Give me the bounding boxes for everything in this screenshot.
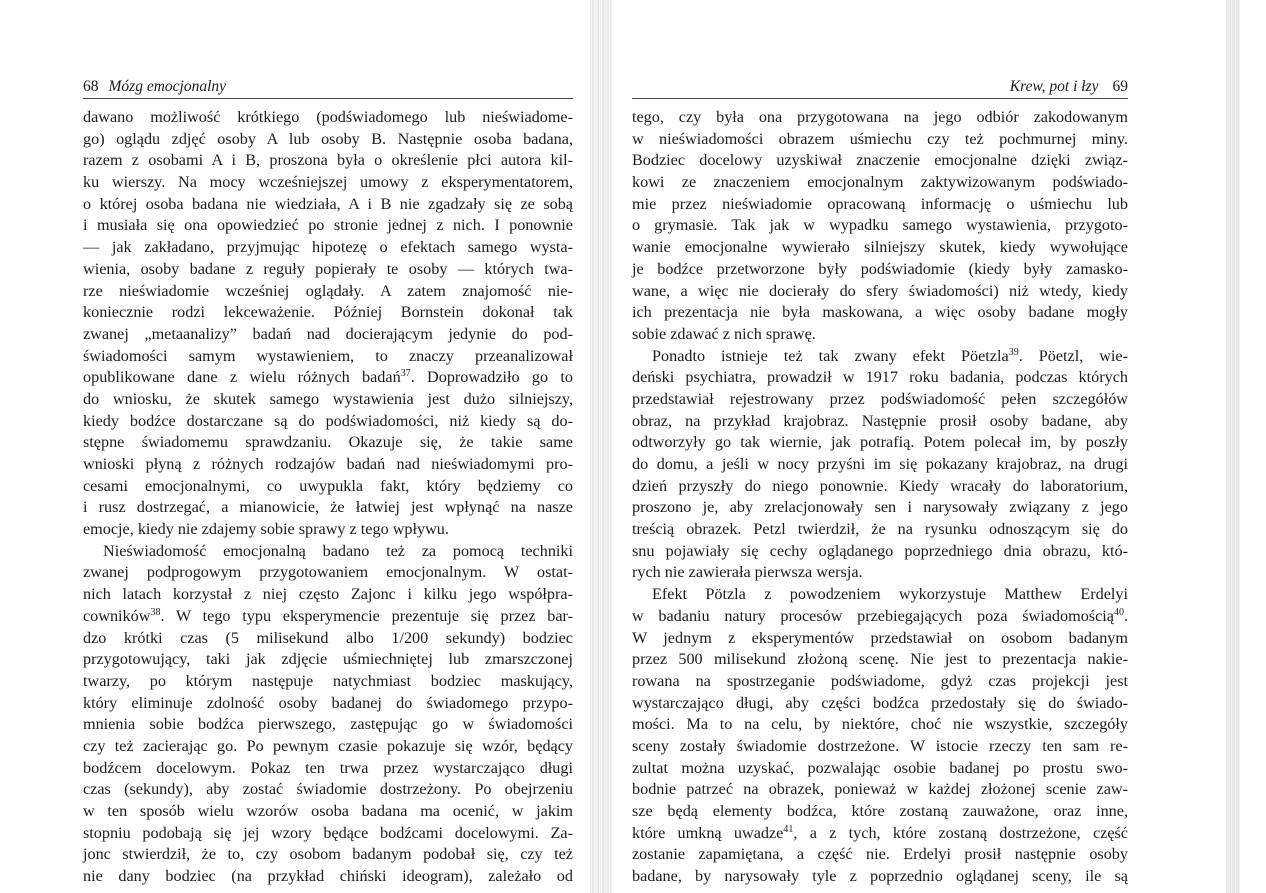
text-line bbox=[632, 866, 1128, 888]
footnote-ref: 37 bbox=[400, 368, 411, 380]
text-line bbox=[83, 215, 573, 237]
line-text: badane, by narysowały tyle z poprzednio oglądanej sceny, ile są bbox=[632, 867, 1128, 886]
line-text: Bodziec docelowy uzyskiwał znaczenie emocjonalne dzięki związ- bbox=[632, 151, 1128, 170]
page-body bbox=[83, 107, 573, 888]
line-text: nich latach korzystał z niej często Zajonc i kilku jego współpra- bbox=[83, 585, 573, 604]
line-text: o której osoba badana nie wiedziała, A i B nie zgadzały się ze sobą bbox=[83, 194, 573, 213]
line-text: bodnie patrzeć na obrazek, ponieważ w każdej złożonej scenie zaw- bbox=[632, 780, 1128, 799]
text-line bbox=[83, 541, 573, 563]
text-line bbox=[632, 606, 1128, 628]
text-line bbox=[83, 324, 573, 346]
text-line bbox=[632, 389, 1128, 411]
text-line bbox=[83, 671, 573, 693]
line-text: zwanej „metaanalizy” badań nad docierającym jedynie do pod- bbox=[83, 324, 573, 343]
line-text: który eliminuje zdolność osoby badanej do świadomego przypo- bbox=[83, 693, 573, 712]
text-line bbox=[632, 476, 1128, 498]
page-edge-shadow bbox=[1226, 0, 1240, 893]
line-text: wane, a więc nie docierały do sfery świadomości) niż wtedy, kiedy bbox=[632, 281, 1128, 300]
text-line bbox=[83, 606, 573, 628]
text-line bbox=[632, 194, 1128, 216]
line-text: przez 500 milisekund złożoną scenę. Nie jest to prezentacja nakie- bbox=[632, 650, 1128, 669]
line-text: mie przez nieświadomie opracowaną informację o uśmiechu lub bbox=[632, 194, 1128, 213]
text-line bbox=[632, 302, 1128, 324]
line-text: emocje, kiedy nie zdajemy sobie sprawy z tego wpływu. bbox=[83, 520, 449, 539]
text-line bbox=[83, 129, 573, 151]
line-text: tego, czy była ona przygotowana na jego odbiór zakodowanym bbox=[632, 108, 1128, 126]
line-text: zostanie zapamiętana, a część nie. Erdelyi prosił następnie osoby bbox=[632, 845, 1128, 864]
text-line bbox=[632, 150, 1128, 172]
line-text: odtworzyły go tak wiernie, jak potrafią. Potem polecał im, by poszły bbox=[632, 433, 1128, 452]
text-line bbox=[83, 562, 573, 584]
text-line bbox=[83, 367, 573, 389]
text-line bbox=[83, 476, 573, 498]
text-line bbox=[83, 823, 573, 845]
text-line bbox=[632, 107, 1128, 129]
line-text: rowana na spostrzeganie podświadome, gdyż czas projekcji jest bbox=[632, 671, 1128, 690]
text-line bbox=[632, 823, 1128, 845]
text-line bbox=[83, 497, 573, 519]
line-text: proszono je, aby zrelacjonowały sen i narysowały związany z jego bbox=[632, 498, 1128, 517]
text-line bbox=[83, 432, 573, 454]
line-text: wnioski płyną z różnych rodzajów badań nad nieświadomymi pro- bbox=[83, 455, 573, 473]
line-text: zwanej podprogowym przygotowaniem emocjonalnym. W ostat- bbox=[83, 563, 573, 582]
line-text: nie dany bodziec (na przykład chiński ideogram), zależało od bbox=[83, 867, 573, 886]
text-line bbox=[632, 628, 1128, 650]
running-header-right bbox=[632, 78, 1128, 99]
text-line bbox=[632, 758, 1128, 780]
text-line bbox=[632, 584, 1128, 606]
text-line bbox=[632, 411, 1128, 433]
line-text: — jak zakładano, przyjmując hipotezę o efektach samego wysta- bbox=[83, 238, 573, 257]
line-text: dzo krótki czas (5 milisekund albo 1/200 sekundy) bodziec bbox=[83, 628, 573, 647]
text-line bbox=[632, 281, 1128, 303]
line-text: zultat można uzyskać, pozwalając osobie badanej po prostu swo- bbox=[632, 758, 1128, 777]
right-page bbox=[632, 78, 1128, 888]
text-line bbox=[632, 346, 1128, 368]
line-text: do domu, a jeśli w nocy przyśni im się pokazany krajobraz, na drugi bbox=[632, 455, 1128, 473]
text-line bbox=[83, 779, 573, 801]
line-text: czas (sekundy), aby zostać świadomie dostrzeżony. Po obejrzeniu bbox=[83, 780, 573, 799]
text-line bbox=[632, 454, 1128, 476]
text-line bbox=[83, 259, 573, 281]
line-text: Ponadto istnieje też tak zwany efekt Pöetzla bbox=[652, 346, 1009, 365]
line-text: ku wierszy. Na mocy wcześniejszej umowy z eksperymentatorem, bbox=[83, 173, 573, 192]
text-line bbox=[83, 736, 573, 758]
text-line bbox=[632, 237, 1128, 259]
line-text: sobie zdawać z nich sprawę. bbox=[632, 324, 816, 343]
line-text-cont: . W tego typu eksperymencie prezentuje się przez bar- bbox=[160, 606, 573, 625]
line-text: o grymasie. Tak jak w wypadku samego wystawienia, przygoto- bbox=[632, 216, 1128, 235]
line-text: wienia, osoby badane z reguły popierały te osoby — których twa- bbox=[83, 259, 573, 278]
text-line bbox=[83, 866, 573, 888]
line-text: mnienia sobie bodźca pierwszego, zastępując go w świadomości bbox=[83, 715, 573, 734]
text-line bbox=[632, 497, 1128, 519]
page-body bbox=[632, 107, 1128, 888]
text-line bbox=[83, 302, 573, 324]
text-line bbox=[83, 411, 573, 433]
line-text: w ten sposób wielu wzorów osoba badana ma ocenić, w jakim bbox=[83, 802, 573, 820]
line-text-cont: . Doprowadziło go to bbox=[410, 368, 574, 387]
line-text-cont: . Pöetzl, wie- bbox=[1018, 346, 1128, 365]
text-line bbox=[632, 367, 1128, 389]
text-line bbox=[83, 194, 573, 216]
line-text-cont: . bbox=[1123, 606, 1128, 625]
line-text: dawano możliwość krótkiego (podświadomego lub nieświadome- bbox=[83, 108, 573, 126]
line-text: razem z osobami A i B, proszona była o określenie płci autora kil- bbox=[83, 151, 573, 170]
line-text: dzień przyszły do niego ponownie. Kiedy wracały do laboratorium, bbox=[632, 476, 1128, 495]
text-line bbox=[83, 649, 573, 671]
line-text: w nieświadomości obrazem uśmiechu czy też pochmurnej miny. bbox=[632, 129, 1128, 148]
line-text: opublikowane dane z wielu różnych badań bbox=[83, 368, 401, 387]
running-head-title: Krew, pot i łzy bbox=[1009, 78, 1099, 95]
line-text: snu pojawiały się cechy oglądanego poprzedniego dnia obrazu, któ- bbox=[632, 541, 1128, 560]
line-text: ich prezentacja nie była maskowana, a więc osoby badane mogły bbox=[632, 303, 1128, 322]
line-text: przygotowujący, taki jak zdjęcie uśmiechniętej lub zmarszczonej bbox=[83, 650, 573, 669]
text-line bbox=[632, 671, 1128, 693]
line-text: sceny zostały świadomie dostrzeżone. W istocie rzeczy ten sam re- bbox=[632, 736, 1128, 755]
line-text-cont: , a z tych, które zostaną dostrzeżone, część bbox=[793, 823, 1128, 842]
text-line bbox=[632, 693, 1128, 715]
text-line bbox=[83, 758, 573, 780]
text-line bbox=[632, 215, 1128, 237]
line-text: sze będą elementy bodźca, które zostaną zauważone, oraz inne, bbox=[632, 802, 1128, 820]
line-text: do wniosku, że skutek samego wystawienia jest dużo silniejszy, bbox=[83, 389, 573, 408]
text-line bbox=[83, 107, 573, 129]
line-text: wystarczająco długi, aby części bodźca przedostały się do świado- bbox=[632, 693, 1128, 712]
page-number: 68 bbox=[83, 78, 99, 95]
line-text: obraz, na przykład krajobraz. Następnie prosił osoby badane, aby bbox=[632, 411, 1128, 430]
line-text: stępne świadomemu sprawdzaniu. Okazuje się, że takie same bbox=[83, 433, 573, 452]
running-header-left bbox=[83, 78, 573, 99]
line-text: które umkną uwadze bbox=[632, 823, 784, 842]
line-text: rze nieświadomie wcześniej oglądały. A zatem znajomość nie- bbox=[83, 281, 573, 300]
line-text: przedstawiał rejestrowany przez podświadomość pełen szczegółów bbox=[632, 389, 1128, 408]
line-text: cowników bbox=[83, 606, 151, 625]
line-text: bodźcem docelowym. Pokaz ten trwa przez wystarczająco długi bbox=[83, 758, 573, 777]
line-text: i rusz dostrzegać, a mianowicie, że łatwiej jest wpłynąć na nasze bbox=[83, 498, 573, 517]
footnote-ref: 40 bbox=[1113, 606, 1124, 618]
text-line bbox=[632, 779, 1128, 801]
line-text: je bodźce przetworzone były podświadomie (kiedy były zamasko- bbox=[632, 259, 1128, 278]
line-text: W jednym z eksperymentów przedstawiał on osobom badanym bbox=[632, 628, 1128, 647]
text-line bbox=[83, 628, 573, 650]
line-text: Efekt Pötzla z powodzeniem wykorzystuje Matthew Erdelyi bbox=[652, 585, 1128, 604]
text-line bbox=[632, 801, 1128, 823]
text-line bbox=[83, 389, 573, 411]
line-text: twarzy, po którym następuje natychmiast bodziec maskujący, bbox=[83, 671, 573, 690]
page-number: 69 bbox=[1112, 78, 1128, 95]
line-text: jonc stwierdził, że to, czy osobom badanym podobał się, czy też bbox=[83, 845, 573, 864]
line-text: świadomości samym wystawieniem, to znaczy przeanalizował bbox=[83, 346, 573, 365]
running-head-title: Mózg emocjonalny bbox=[108, 78, 227, 95]
text-line bbox=[632, 736, 1128, 758]
text-line bbox=[632, 541, 1128, 563]
text-line bbox=[632, 324, 1128, 346]
text-line bbox=[83, 237, 573, 259]
text-line bbox=[632, 129, 1128, 151]
text-line bbox=[83, 172, 573, 194]
text-line bbox=[632, 714, 1128, 736]
line-text: w badaniu natury procesów przebiegających poza świadomością bbox=[632, 606, 1114, 625]
text-line bbox=[632, 844, 1128, 866]
left-page bbox=[83, 78, 573, 888]
line-text: kiedy bodźce dostarczane są do podświadomości, niż kiedy są do- bbox=[83, 411, 573, 430]
text-line bbox=[83, 454, 573, 476]
text-line bbox=[632, 649, 1128, 671]
line-text: Nieświadomość emocjonalną badano też za pomocą techniki bbox=[103, 541, 573, 560]
line-text: rych nie zawierała pierwsza wersja. bbox=[632, 563, 863, 582]
line-text: stopniu podobają się jej wzory będące bodźcami docelowymi. Za- bbox=[83, 823, 573, 842]
line-text: i musiała się ona opowiedzieć po stronie jednej z nich. I ponownie bbox=[83, 216, 573, 235]
book-gutter-shadow bbox=[590, 0, 612, 893]
text-line bbox=[632, 519, 1128, 541]
text-line bbox=[83, 346, 573, 368]
text-line bbox=[632, 259, 1128, 281]
text-line bbox=[83, 281, 573, 303]
text-line bbox=[83, 714, 573, 736]
text-line bbox=[83, 519, 573, 541]
text-line bbox=[83, 844, 573, 866]
line-text: kowi ze znaczeniem emocjonalnym zaktywizowanym podświado- bbox=[632, 173, 1128, 192]
line-text: deński psychiatra, prowadził w 1917 roku badania, podczas których bbox=[632, 368, 1128, 387]
footnote-ref: 38 bbox=[150, 606, 161, 618]
line-text: go) oglądu zdjęć osoby A lub osoby B. Następnie osoba badana, bbox=[83, 129, 573, 148]
line-text: mości. Ma to na celu, by niektóre, choć nie wszystkie, szczegóły bbox=[632, 715, 1128, 734]
text-line bbox=[632, 172, 1128, 194]
footnote-ref: 39 bbox=[1008, 346, 1019, 358]
text-line bbox=[83, 801, 573, 823]
text-line bbox=[632, 432, 1128, 454]
text-line bbox=[83, 150, 573, 172]
line-text: koniecznie rodzi lekceważenie. Później Bornstein dokonał tak bbox=[83, 303, 573, 322]
text-line bbox=[83, 584, 573, 606]
line-text: wanie emocjonalne wywierało silniejszy skutek, kiedy wywołujące bbox=[632, 238, 1128, 257]
line-text: treścią obrazek. Petzl twierdził, że na rysunku odnoszącym się do bbox=[632, 520, 1128, 539]
text-line bbox=[632, 562, 1128, 584]
text-line bbox=[83, 693, 573, 715]
line-text: cesami emocjonalnymi, co uwypukla fakt, który będziemy co bbox=[83, 476, 573, 495]
line-text: czy też zacierając go. Po pewnym czasie pokazuje się wzór, będący bbox=[83, 736, 573, 755]
footnote-ref: 41 bbox=[783, 823, 794, 835]
